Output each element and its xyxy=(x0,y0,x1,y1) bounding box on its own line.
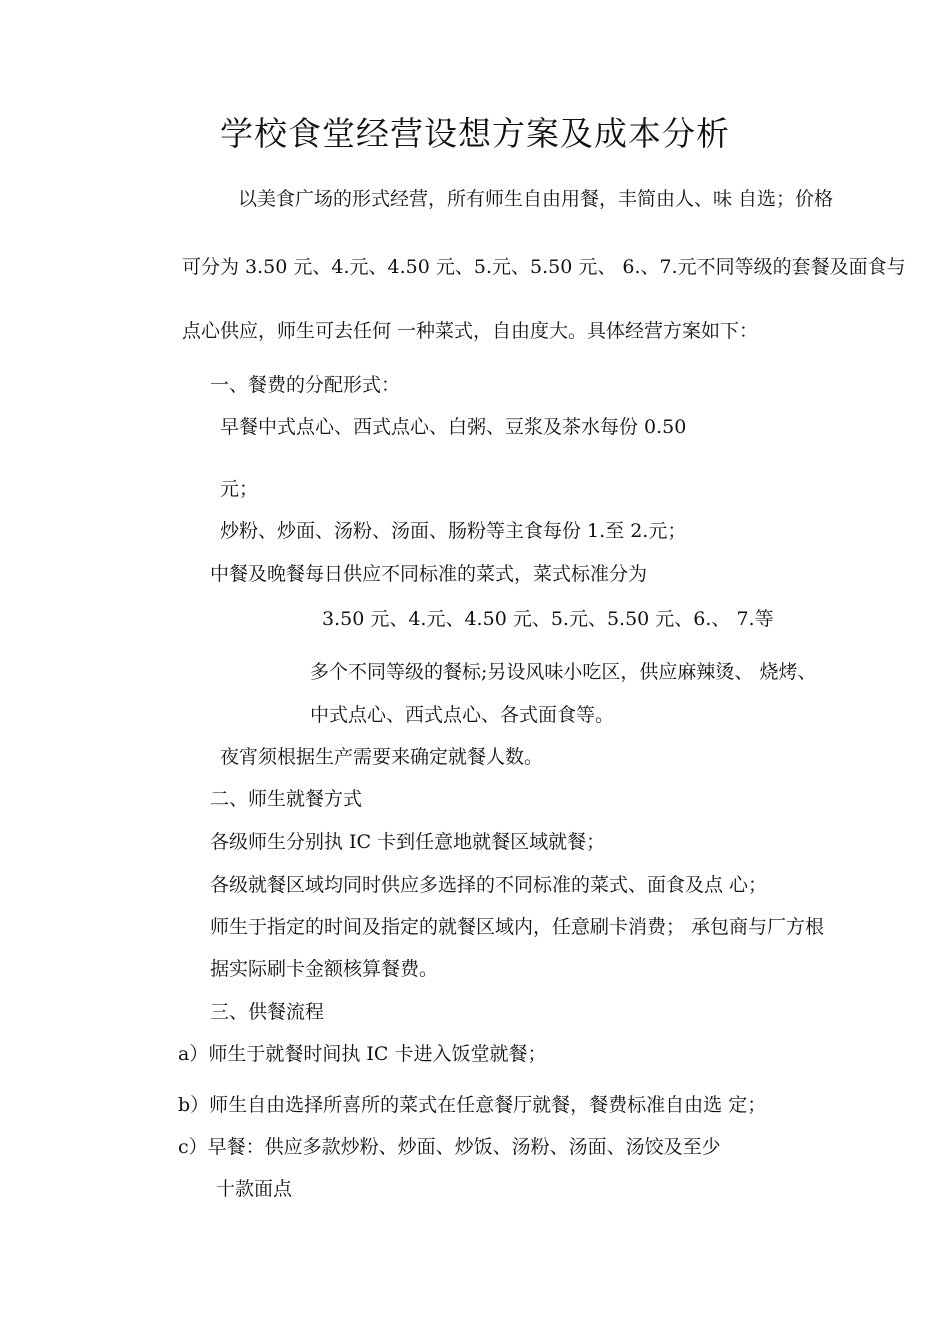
night-snack-line: 夜宵须根据生产需要来确定就餐人数。 xyxy=(220,746,544,768)
section2-line-4: 据实际刷卡金额核算餐费。 xyxy=(210,958,439,980)
section1-heading: 一、餐费的分配形式： xyxy=(210,374,401,396)
intro-line-3: 点心供应，师生可去任何 一种菜式，自由度大。具体经营方案如下： xyxy=(182,320,759,342)
section2-line-2: 各级就餐区域均同时供应多选择的不同标准的菜式、面食及点 心； xyxy=(210,874,768,896)
document-title: 学校食堂经营设想方案及成本分析 xyxy=(220,114,730,153)
flow-item-a: a）师生于就餐时间执 IC 卡进入饭堂就餐； xyxy=(178,1043,547,1065)
lunch-dinner-line: 中餐及晚餐每日供应不同标准的菜式，菜式标准分为 xyxy=(210,563,648,585)
snack-line-2: 中式点心、西式点心、各式面食等。 xyxy=(310,704,615,726)
section2-heading: 二、师生就餐方式 xyxy=(210,788,363,810)
flow-item-c: c）早餐：供应多款炒粉、炒面、炒饭、汤粉、汤面、汤饺及至少 xyxy=(178,1136,721,1158)
intro-line-1: 以美食广场的形式经营，所有师生自由用餐，丰简由人、味 自选；价格 xyxy=(238,188,834,210)
noodles-line: 炒粉、炒面、汤粉、汤面、肠粉等主食每份 1.至 2.元； xyxy=(220,520,687,542)
intro-line-2: 可分为 3.50 元、4.元、4.50 元、5.元、5.50 元、 6.、7.元不同等级的套餐及面食与 xyxy=(182,256,906,278)
section3-heading: 三、供餐流程 xyxy=(210,1001,325,1023)
flow-item-b: b）师生自由选择所喜所的菜式在任意餐厅就餐，餐费标准自由选 定； xyxy=(178,1094,767,1116)
breakfast-line-2: 元； xyxy=(220,478,259,500)
price-levels-line: 3.50 元、4.元、4.50 元、5.元、5.50 元、6.、 7.等 xyxy=(322,608,774,630)
section2-line-3: 师生于指定的时间及指定的就餐区域内，任意刷卡消费； 承包商与厂方根 xyxy=(210,916,825,938)
flow-item-c-continued: 十款面点 xyxy=(216,1178,293,1200)
section2-line-1: 各级师生分别执 IC 卡到任意地就餐区域就餐； xyxy=(210,831,606,853)
breakfast-line-1: 早餐中式点心、西式点心、白粥、豆浆及茶水每份 0.50 xyxy=(220,416,687,438)
snack-line-1: 多个不同等级的餐标;另设风味小吃区，供应麻辣烫、 烧烤、 xyxy=(310,661,817,683)
